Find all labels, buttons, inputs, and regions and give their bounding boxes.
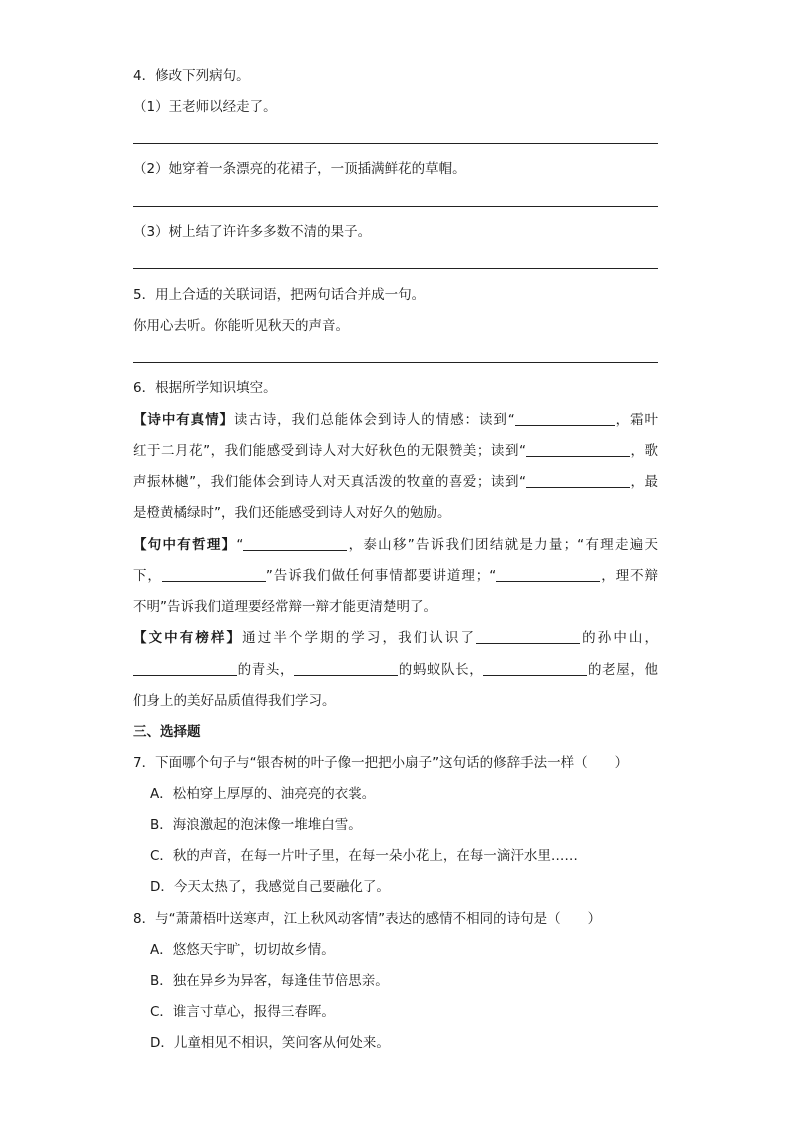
q6-reason-line-3: 不明”告诉我们道理要经常辩一辩才能更清楚明了。 [133,599,437,615]
fill-blank[interactable] [294,661,398,676]
answer-line[interactable] [133,206,658,207]
answer-line[interactable] [133,362,658,363]
fill-blank[interactable] [162,567,266,582]
fill-blank[interactable] [133,661,237,676]
q7-option-d[interactable]: D．今天太热了，我感觉自己要融化了。 [150,879,390,895]
fill-blank[interactable] [243,536,347,551]
q7-option-a[interactable]: A．松柏穿上厚厚的、油亮亮的衣裳。 [150,786,376,802]
q6-model-line-1: 【文中有榜样】通过半个学期的学习，我们认识了 的孙中山， [133,630,659,646]
q6-model-line-3: 们身上的美好品质值得我们学习。 [133,693,336,709]
q6-poem-line-4: 是橙黄橘绿时”，我们还能感受到诗人对好久的勉励。 [133,505,451,521]
q4-title: 4．修改下列病句。 [133,68,250,84]
fill-blank[interactable] [476,629,580,644]
answer-line[interactable] [133,143,658,144]
q7-option-b[interactable]: B．海浪激起的泡沫像一堆堆白雪。 [150,817,362,833]
q6-reason-line-1: 【句中有哲理】“ ，泰山移”告诉我们团结就是力量；“有理走遍天 [133,537,658,553]
q4-sentence-3: （3）树上结了许许多多数不清的果子。 [133,224,372,240]
q6-title: 6．根据所学知识填空。 [133,380,277,396]
q7-title: 7．下面哪个句子与“银杏树的叶子像一把把小扇子”这句话的修辞手法一样（ ） [133,755,629,771]
section-heading: 三、选择题 [133,724,201,740]
q8-option-c[interactable]: C．谁言寸草心，报得三春晖。 [150,1004,335,1020]
q8-option-a[interactable]: A．悠悠天宇旷，切切故乡情。 [150,942,335,958]
q6-poem-line-3: 声振林樾”，我们能体会到诗人对天真活泼的牧童的喜爱；读到“ ，最 [133,474,659,490]
answer-line[interactable] [133,268,658,269]
q6-poem-line-2: 红于二月花”，我们能感受到诗人对大好秋色的无限赞美；读到“ ，歌 [133,443,659,459]
model-tag: 【文中有榜样】 [133,630,243,646]
q4-sentence-2: （2）她穿着一条漂亮的花裙子，一顶插满鲜花的草帽。 [133,161,466,177]
q8-option-b[interactable]: B．独在异乡为异客，每逢佳节倍思亲。 [150,973,389,989]
q8-option-d[interactable]: D．儿童相见不相识，笑问客从何处来。 [150,1035,390,1051]
fill-blank[interactable] [526,442,630,457]
q6-model-line-2: 的青头， 的蚂蚁队长， 的老屋，他 [133,660,658,680]
q6-poem-line-1: 【诗中有真情】读古诗，我们总能体会到诗人的情感：读到“ ，霜叶 [133,412,659,428]
poem-tag: 【诗中有真情】 [133,412,234,428]
q7-option-c[interactable]: C．秋的声音，在每一片叶子里，在每一朵小花上，在每一滴汗水里…… [150,848,578,864]
q5-title: 5．用上合适的关联词语，把两句话合并成一句。 [133,287,426,303]
q5-sentence: 你用心去听。你能听见秋天的声音。 [133,318,349,334]
fill-blank[interactable] [496,567,600,582]
q4-sentence-1: （1）王老师以经走了。 [133,99,277,115]
fill-blank[interactable] [526,473,630,488]
reason-tag: 【句中有哲理】 [133,537,237,553]
fill-blank[interactable] [483,661,587,676]
fill-blank[interactable] [515,411,615,426]
q6-reason-line-2: 下， ”告诉我们做任何事情都要讲道理；“ ，理不辩 [133,568,658,584]
q8-title: 8．与“萧萧梧叶送寒声，江上秋风动客情”表达的感情不相同的诗句是（ ） [133,911,602,927]
